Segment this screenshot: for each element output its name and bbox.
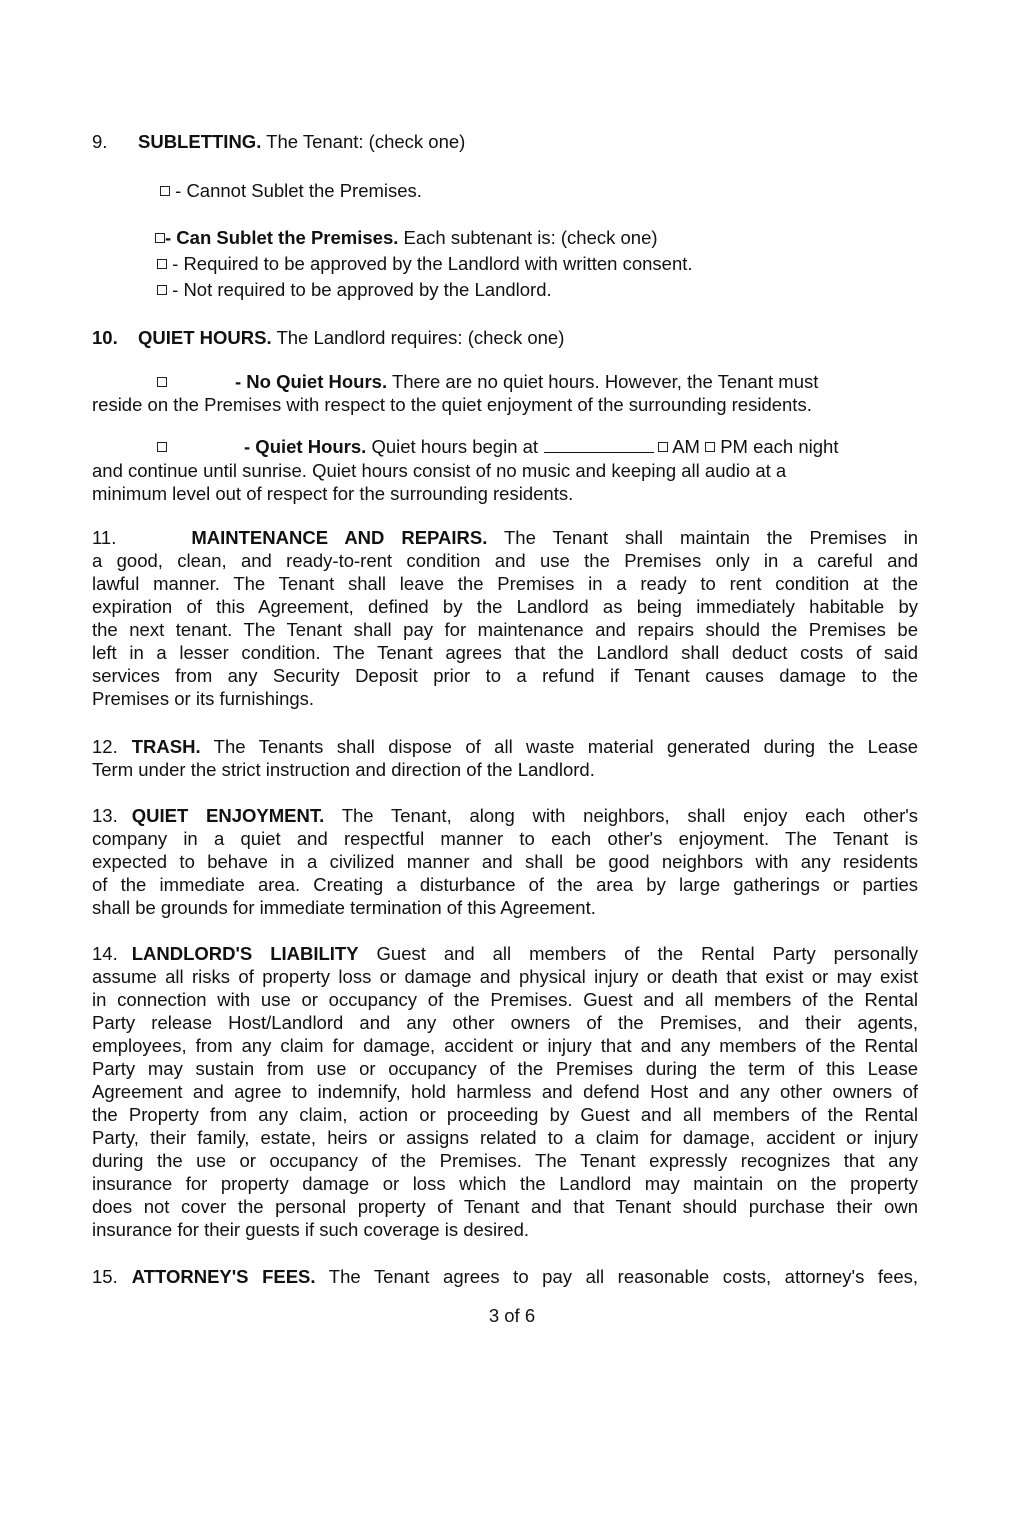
- section-11-line-1: 11. MAINTENANCE AND REPAIRS. The Tenant shall maintain the Premises in: [92, 527, 918, 548]
- page-number: 3 of 6: [488, 1305, 536, 1326]
- checkbox-quiet-hours[interactable]: [157, 442, 167, 452]
- checkbox-approval-required[interactable]: [157, 259, 167, 269]
- section-13-title: QUIET ENJOYMENT.: [131, 805, 325, 826]
- section-12-title: TRASH.: [131, 736, 201, 757]
- option-subtenant-approval-not-required[interactable]: - Not required to be approved by the Landlord.: [157, 279, 552, 301]
- section-13-line-1: 13. QUIET ENJOYMENT. The Tenant, along with neighbors, shall enjoy each other's: [92, 805, 919, 826]
- checkbox-approval-not-required[interactable]: [157, 285, 167, 295]
- section-14-title: LANDLORD'S LIABILITY: [131, 943, 359, 964]
- checkbox-no-quiet-hours[interactable]: [157, 377, 167, 387]
- option-cannot-sublet[interactable]: - Cannot Sublet the Premises.: [160, 180, 422, 202]
- checkbox-am[interactable]: [658, 442, 668, 452]
- section-12-line-1: 12. TRASH. The Tenants shall dispose of all waste material generated during the Lease: [92, 736, 918, 757]
- quiet-hours-start-blank[interactable]: [544, 438, 654, 453]
- option-quiet-hours[interactable]: - Quiet Hours. Quiet hours begin at AM PM each night: [157, 436, 838, 458]
- document-page: 9. SUBLETTING. The Tenant: (check one) - Cannot Sublet the Premises. - Can Sublet the Premises. Each subtenant is: (check one) - Required to be approved by the Landlord with written consent. - Not required to be approved by the Landlord. 10. QUIET HOURS. The Landlord requires: (check one) - No Quiet Hours. There are no quiet hours. However, the Tenant must reside on the Premises with respect to the quiet enjoyment of the surrounding residents. - Quiet Hours. Quiet hours begin at AM PM each night and continue until sunrise. Quiet hours consist of no music and keeping all audio at a minimum level out of respect for the surrounding residents. 11. MAINTENANCE AND REPAIRS. The Tenant shall maintain the Premises in a good, clean, and ready-to-rent condition and use the Premises only in a careful and lawful manner. The Tenant shall leave the Premises in a ready to rent condition at the expiration of this Agreement, defined by the Landlord as being immediately habitable by the next tenant. The Tenant shall pay for maintenance and repairs should the Premises be left in a lesser condition. The Tenant agrees that the Landlord shall deduct costs of said services from any Security Deposit prior to a refund if Tenant causes damage to the Premises or its furnishings. 12. TRASH. The Tenants shall dispose of all waste material generated during the Lease Term under the strict instruction and direction of the Landlord. 13. QUIET ENJOYMENT. The Tenant, along with neighbors, shall enjoy each other's company in a quiet and respectful manner to each other's enjoyment. The Tenant is expected to behave in a civilized manner and shall be good neighbors with any residents of the immediate area. Creating a disturbance of the area by large gatherings or parties shall be grounds for immediate termination of this Agreement. 14. LANDLORD'S LIABILITY Guest and all members of the Rental Party personally assume all risks of property loss or damage and physical injury or death that exist or may exist in connection with use or occupancy of the Premises. Guest and all members of the Rental Party release Host/Landlord and any other owners of the Premises, and their agents, employees, from any claim for damage, accident or injury that and any members of the Rental Party may sustain from use or occupancy of the Premises during the term of this Lease Agreement and agree to indemnify, hold harmless and defend Host and any other owners of the Property from any claim, action or proceeding by Guest and all members of the Rental Party, their family, estate, heirs or assigns related to a claim for damage, accident or injury during the use or occupancy of the Premises. The Tenant expressly recognizes that any insurance for property damage or loss which the Landlord may maintain on the property does not cover the personal property of Tenant and that Tenant should purchase their own insurance for their guests if such coverage is desired. 15. ATTORNEY'S FEES. The Tenant agrees to pay all reasonable costs, attorney's fees, 3 of 6: [0, 0, 1024, 1536]
- section-11-title: MAINTENANCE AND REPAIRS.: [191, 527, 488, 548]
- option-subtenant-approval-required[interactable]: - Required to be approved by the Landlord with written consent.: [157, 253, 693, 275]
- section-15-line-1: 15. ATTORNEY'S FEES. The Tenant agrees to pay all reasonable costs, attorney's fees,: [92, 1266, 918, 1287]
- section-10-heading: 10. QUIET HOURS. The Landlord requires: (check one): [92, 327, 565, 348]
- section-9-heading: 9. SUBLETTING. The Tenant: (check one): [92, 131, 466, 152]
- section-10-title: QUIET HOURS.: [138, 327, 272, 348]
- checkbox-pm[interactable]: [705, 442, 715, 452]
- section-14-line-1: 14. LANDLORD'S LIABILITY Guest and all members of the Rental Party personally: [92, 943, 919, 964]
- section-15-title: ATTORNEY'S FEES.: [131, 1266, 316, 1287]
- checkbox-cannot-sublet[interactable]: [160, 186, 170, 196]
- option-no-quiet-hours[interactable]: - No Quiet Hours. There are no quiet hours. However, the Tenant must: [157, 371, 818, 393]
- option-can-sublet[interactable]: - Can Sublet the Premises. Each subtenant is: (check one): [155, 227, 658, 249]
- checkbox-can-sublet[interactable]: [155, 233, 165, 243]
- section-9-title: SUBLETTING.: [138, 131, 262, 152]
